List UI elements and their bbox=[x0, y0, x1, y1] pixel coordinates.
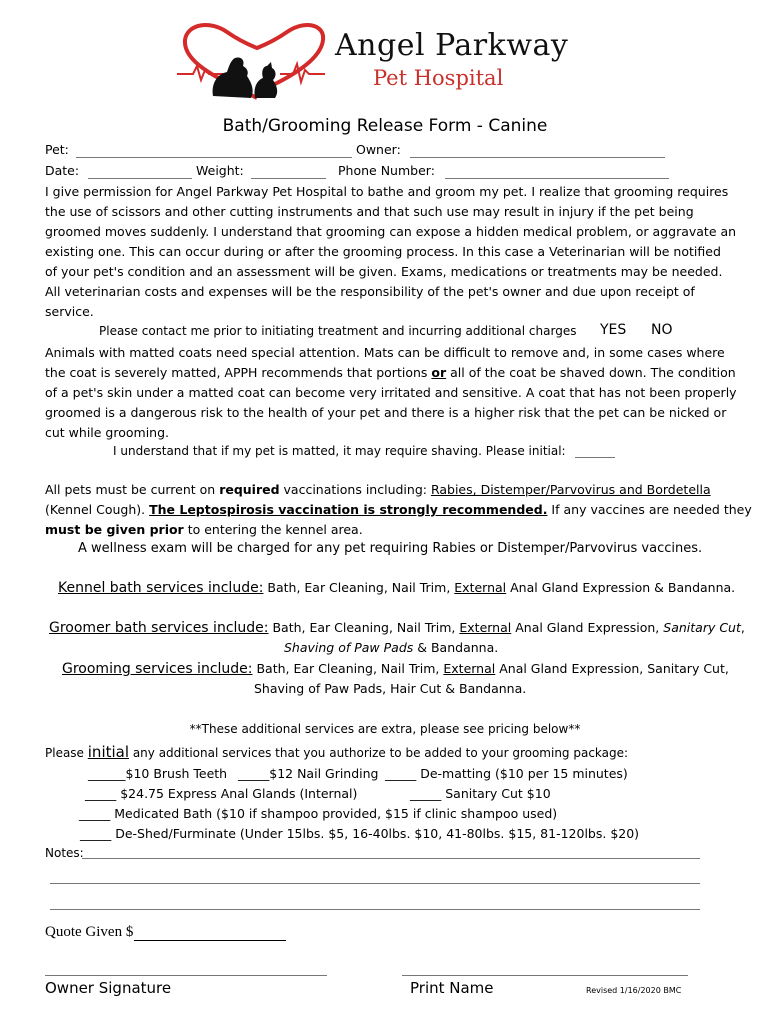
weight-field[interactable] bbox=[251, 178, 326, 179]
permission-paragraph bbox=[45, 182, 737, 322]
grooming-text: Bath, Ear Cleaning, Nail Trim, bbox=[252, 661, 444, 676]
groomer-text: & Bandanna. bbox=[413, 640, 499, 655]
vaccine-list: Rabies, Distemper/Parvovirus and Bordetella bbox=[430, 482, 711, 497]
permission-line: I give permission for Angel Parkway Pet Hospital to bathe and groom my pet. I realize that grooming requires bbox=[45, 184, 729, 199]
quote-label: Quote Given $ bbox=[45, 924, 134, 940]
must-given-prior: must be given prior bbox=[45, 522, 184, 537]
instruction-rest: any additional services that you authorize to be added to your grooming package: bbox=[129, 746, 629, 760]
matted-line: cut while grooming. bbox=[45, 425, 169, 440]
matted-initial-field[interactable] bbox=[575, 457, 615, 458]
lepto-recommendation: The Leptospirosis vaccination is strongly recommended. bbox=[149, 502, 548, 517]
groomer-services-cont bbox=[284, 640, 498, 655]
phone-label: Phone Number: bbox=[338, 163, 435, 178]
matted-text: all of the coat be shaved down. The condition bbox=[446, 365, 736, 380]
grooming-label: Grooming services include: bbox=[62, 661, 253, 677]
pet-label: Pet: bbox=[45, 142, 69, 157]
notes-line-3[interactable] bbox=[50, 909, 700, 910]
notes-line-1[interactable] bbox=[82, 858, 700, 859]
matted-initial-text: I understand that if my pet is matted, it may require shaving. Please initial: bbox=[113, 444, 566, 458]
vacc-text: vaccinations including: bbox=[279, 482, 431, 497]
matted-line: Animals with matted coats need special attention. Mats can be difficult to remove and, in some cases where bbox=[45, 345, 725, 360]
comma: , bbox=[740, 620, 745, 635]
kennel-text: Anal Gland Expression & Bandanna. bbox=[506, 580, 736, 595]
shaving-paw-pads: Shaving of Paw Pads bbox=[284, 640, 414, 655]
extra-anal-glands[interactable]: _____ $24.75 Express Anal Glands (Internal) bbox=[85, 786, 358, 801]
contact-text: Please contact me prior to initiating treatment and incurring additional charges bbox=[99, 324, 577, 338]
grooming-text: Anal Gland Expression, Sanitary Cut, bbox=[495, 661, 729, 676]
extra-brush-teeth[interactable]: ______$10 Brush Teeth bbox=[88, 766, 228, 781]
heart-pet-logo-icon bbox=[175, 22, 335, 102]
yes-option[interactable]: YES bbox=[600, 322, 627, 338]
vacc-text: All pets must be current on bbox=[45, 482, 220, 497]
owner-signature-line[interactable] bbox=[45, 975, 327, 976]
kennel-text: Bath, Ear Cleaning, Nail Trim, bbox=[263, 580, 455, 595]
owner-label: Owner: bbox=[356, 142, 401, 157]
print-name-label: Print Name bbox=[410, 979, 494, 997]
required-emphasis: required bbox=[219, 482, 280, 497]
permission-line: of your pet's condition and an assessment will be given. Exams, medications or treatments may be needed. bbox=[45, 264, 723, 279]
date-label: Date: bbox=[45, 163, 80, 178]
external-word: External bbox=[443, 661, 496, 676]
extra-deshed[interactable]: _____ De-Shed/Furminate (Under 15lbs. $5, 16-40lbs. $10, 41-80lbs. $15, 81-120lbs. $20) bbox=[80, 826, 640, 841]
pet-field[interactable] bbox=[76, 157, 352, 158]
permission-line: groomed moves suddenly. I understand that grooming can expose a hidden medical problem, or aggravate an bbox=[45, 224, 737, 239]
vacc-text: If any vaccines are needed they bbox=[547, 502, 752, 517]
matted-line bbox=[45, 363, 736, 383]
notes-line-2[interactable] bbox=[50, 883, 700, 884]
sanitary-cut: Sanitary Cut bbox=[663, 620, 741, 635]
extra-sanitary-cut[interactable]: _____ Sanitary Cut $10 bbox=[410, 786, 551, 801]
vacc-line bbox=[45, 500, 752, 520]
extra-dematting[interactable]: _____ De-matting ($10 per 15 minutes) bbox=[385, 766, 628, 781]
print-name-line[interactable] bbox=[402, 975, 688, 976]
permission-line: the use of scissors and other cutting instruments and that such use may result in injury if the pet being bbox=[45, 204, 694, 219]
extra-nail-grinding[interactable]: _____$12 Nail Grinding bbox=[238, 766, 379, 781]
matted-line: of a pet's skin under a matted coat can become very irritated and sensitive. A coat that has not been properly bbox=[45, 385, 737, 400]
matted-paragraph bbox=[45, 343, 737, 443]
vacc-line bbox=[45, 520, 725, 540]
external-word: External bbox=[454, 580, 507, 595]
quote-field[interactable] bbox=[134, 940, 286, 941]
extras-instruction bbox=[45, 743, 628, 761]
logo-line2: Pet Hospital bbox=[373, 66, 504, 90]
vacc-text: to entering the kennel area. bbox=[183, 522, 363, 537]
logo-line1: Angel Parkway bbox=[335, 28, 569, 63]
initial-word: initial bbox=[87, 743, 130, 761]
notes-label: Notes: bbox=[45, 846, 84, 860]
vaccination-paragraph bbox=[45, 480, 752, 540]
permission-line: service. bbox=[45, 304, 94, 319]
no-option[interactable]: NO bbox=[651, 322, 673, 338]
vacc-text: (Kennel Cough). bbox=[45, 502, 150, 517]
kennel-label: Kennel bath services include: bbox=[58, 580, 264, 596]
phone-field[interactable] bbox=[445, 178, 669, 179]
logo bbox=[175, 22, 595, 102]
revised-note: Revised 1/16/2020 BMC bbox=[586, 986, 682, 995]
permission-line: existing one. This can occur during or after the grooming process. In this case a Veterinarian will be notified bbox=[45, 244, 721, 259]
vacc-line bbox=[45, 480, 725, 500]
groomer-text: Anal Gland Expression, bbox=[511, 620, 664, 635]
page-title: Bath/Grooming Release Form - Canine bbox=[222, 116, 548, 136]
matted-line: groomed is a dangerous risk to the health of your pet and there is a higher risk that the pet can be nicked or bbox=[45, 405, 727, 420]
matted-text: the coat is severely matted, APPH recommends that portions bbox=[45, 365, 432, 380]
weight-label: Weight: bbox=[196, 163, 244, 178]
grooming-services bbox=[62, 661, 729, 677]
owner-field[interactable] bbox=[410, 157, 665, 158]
or-emphasis: or bbox=[431, 365, 447, 380]
wellness-note: A wellness exam will be charged for any pet requiring Rabies or Distemper/Parvovirus vaccines. bbox=[78, 541, 703, 556]
groomer-label: Groomer bath services include: bbox=[49, 620, 269, 636]
kennel-services bbox=[58, 580, 735, 596]
external-word: External bbox=[459, 620, 512, 635]
date-field[interactable] bbox=[88, 178, 192, 179]
owner-signature-label: Owner Signature bbox=[45, 979, 172, 997]
grooming-services-cont: Shaving of Paw Pads, Hair Cut & Bandanna. bbox=[254, 681, 527, 696]
extras-heading: **These additional services are extra, please see pricing below** bbox=[189, 722, 581, 736]
groomer-text: Bath, Ear Cleaning, Nail Trim, bbox=[268, 620, 460, 635]
permission-line: All veterinarian costs and expenses will be the responsibility of the pet's owner and due upon receipt of bbox=[45, 284, 695, 299]
extra-medicated-bath[interactable]: _____ Medicated Bath ($10 if shampoo provided, $15 if clinic shampoo used) bbox=[79, 806, 558, 821]
groomer-services bbox=[49, 620, 745, 636]
please-text: Please bbox=[45, 746, 88, 760]
